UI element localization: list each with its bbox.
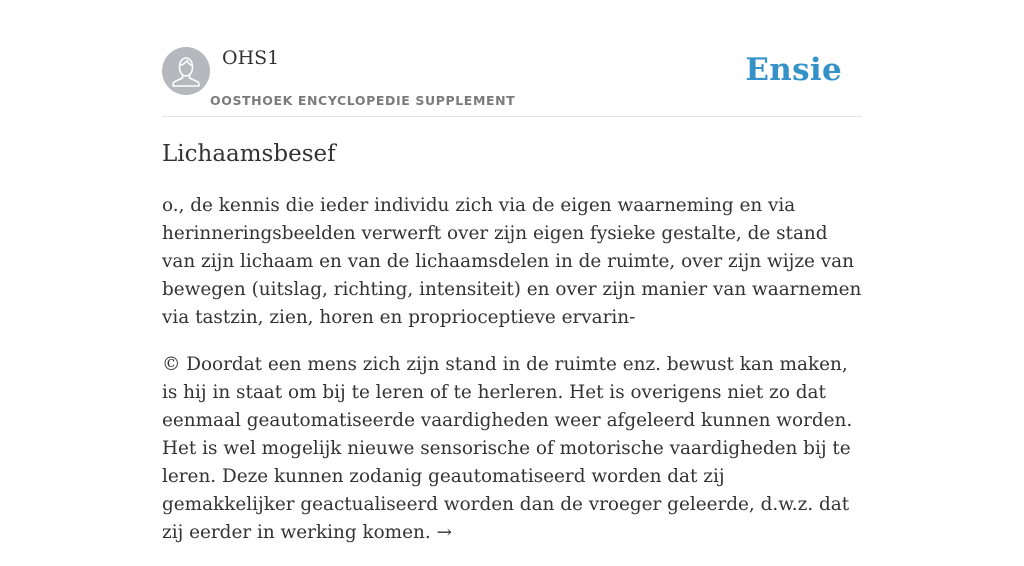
author-name[interactable]: OHS1	[222, 47, 280, 69]
brand-logo[interactable]: Ensie	[745, 52, 842, 88]
entry-page	[162, 0, 862, 543]
entry-body	[162, 192, 862, 566]
entry-title: Lichaamsbesef	[162, 141, 336, 167]
entry-paragraph-definition: o., de kennis die ieder individu zich via de eigen waarneming en via herinneringsbeelden verwerft over zijn eigen fysieke gestalte, de stand van zijn lichaam en van de lichaamsdelen in de ruimte, over zijn wijze van bewegen (uitslag, richting, intensiteit) en over zijn manier van waarnemen via tastzin, zien, horen en proprioceptieve ervarin-	[162, 195, 862, 328]
user-silhouette-icon	[162, 47, 210, 95]
entry-paragraph-explanation: © Doordat een mens zich zijn stand in de ruimte enz. bewust kan maken, is hij in staat om bij te leren of te herleren. Het is overigens niet zo dat eenmaal geautomatiseerde vaardigheden weer afgeleerd kunnen worden. Het is wel mogelijk nieuwe sensorische of motorische vaardigheden bij te leren. Deze kunnen zodanig geautomatiseerd worden dat zij gemakkelijker geactualiseerd worden dan de vroeger geleerde, d.w.z. dat zij eerder in werking komen. →	[162, 354, 853, 543]
author-avatar[interactable]	[162, 47, 210, 95]
entry-header	[162, 0, 862, 117]
source-label[interactable]: OOSTHOEK ENCYCLOPEDIE SUPPLEMENT	[210, 93, 516, 108]
